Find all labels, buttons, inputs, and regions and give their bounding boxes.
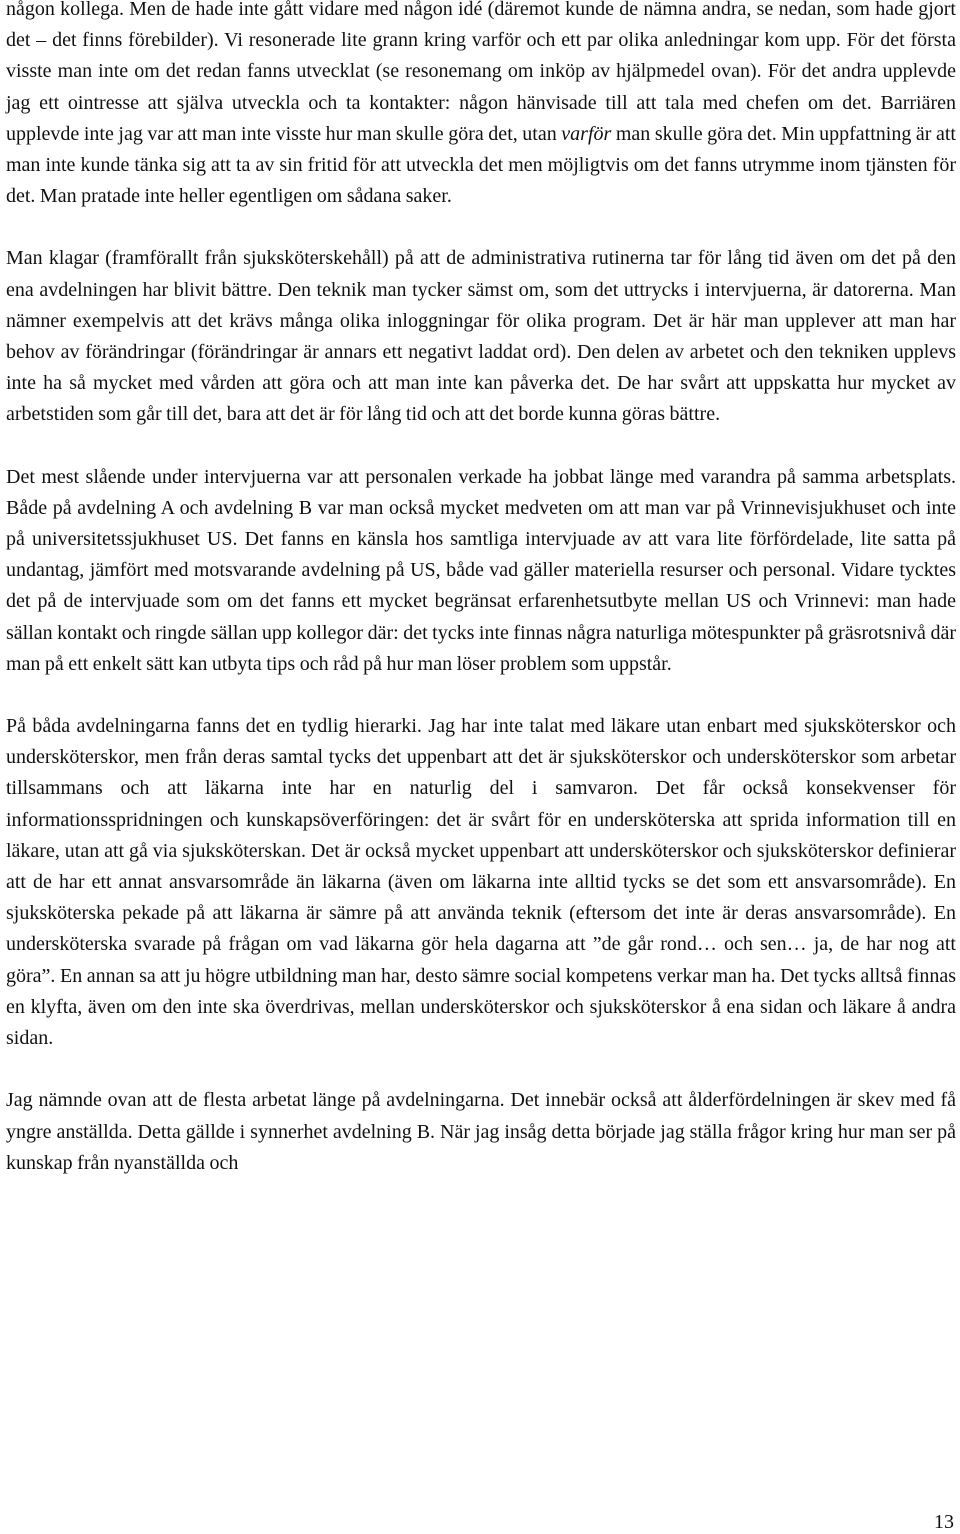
paragraph-1-text-start: någon kollega. Men de hade inte gått vidare med någon idé (däremot kunde de nämna andra, se nedan, som hade gjort det – det finns förebilder). Vi resonerade lite grann kring varför och ett par olika anledningar kom upp. För det första visste man inte om det redan fanns utvecklat (se resonemang om inköp av hjälpmedel ovan). För det andra upplevde jag ett ointresse att själva utveckla och ta kontakter: någon hänvisade till att tala med chefen om det. Barriären upplevde inte jag var att man inte visste hur man skulle göra det, utan	[6, 0, 956, 145]
paragraph-4: På båda avdelningarna fanns det en tydlig hierarki. Jag har inte talat med läkare utan enbart med sjuksköterskor och undersköterskor, men från deras samtal tycks det uppenbart att det är sjuksköterskor och undersköterskor som arbetar tillsammans och att läkarna inte har en naturlig del i samvaron. Det får också konsekvenser för informationsspridningen och kunskapsöverföringen: det är svårt för en undersköterska att sprida information till en läkare, utan att gå via sjuksköterskan. Det är också mycket uppenbart att undersköterskor och sjuksköterskor definierar att de har ett annat ansvarsområde än läkarna (även om läkarna inte alltid tycks se det som ett ansvarsområde). En sjuksköterska pekade på att läkarna är sämre på att använda teknik (eftersom det inte är deras ansvarsområde). En undersköterska svarade på frågan om vad läkarna gör hela dagarna att ”de går rond… och sen… ja, de har nog att göra”. En annan sa att ju högre utbildning man har, desto sämre social kompetens verkar man ha. Det tycks alltså finnas en klyfta, även om den inte ska överdrivas, mellan undersköterskor och sjuksköterskor å ena sidan och läkare å andra sidan.	[6, 715, 956, 1050]
paragraph-3: Det mest slående under intervjuerna var att personalen verkade ha jobbat länge med varandra på samma arbetsplats. Både på avdelning A och avdelning B var man också mycket medveten om att man var på Vrinnevisjukhuset och inte på universitetssjukhuset US. Det fanns en känsla hos samtliga intervjuade av att vara lite förfördelade, lite satta på undantag, jämfört med motsvarande avdelning på US, både vad gäller materiella resurser och personal. Vidare tycktes det på de intervjuade som om det fanns ett mycket begränsat erfarenhetsutbyte mellan US och Vrinnevi: man hade sällan kontakt och ringde sällan upp kollegor där: det tycks inte finnas några naturliga mötespunkter på gräsrotsnivå där man på ett enkelt sätt kan utbyta tips och råd på hur man löser problem som uppstår.	[6, 465, 956, 675]
emphasis-varfor: varför	[561, 122, 612, 145]
paragraph-2: Man klagar (framförallt från sjuksköterskehåll) på att de administrativa rutinerna tar för lång tid även om det på den ena avdelningen har blivit bättre. Den teknik man tycker sämst om, som det uttrycks i intervjuerna, är datorerna. Man nämner exempelvis att det krävs många olika inloggningar för olika program. Det är här man upplever att man har behov av förändringar (förändringar är annars ett negativt laddat ord). Den delen av arbetet och den tekniken upplevs inte ha så mycket med vården att göra och att man inte kan påverka det. De har svårt att uppskatta hur mycket av arbetstiden som går till det, bara att det är för lång tid och att det borde kunna göras bättre.	[6, 247, 956, 426]
body-text	[6, 0, 956, 1179]
page-number: 13	[934, 1511, 954, 1533]
paragraph-1-text-end: man skulle göra det. Min uppfattning är att man inte kunde tänka sig att ta av sin fritid för att utveckla det men möjligtvis om det fanns utrymme inom tjänsten för det. Man pratade inte heller egentligen om sådana saker.	[6, 122, 956, 208]
paragraph-1	[6, 0, 956, 212]
paragraph-5: Jag nämnde ovan att de flesta arbetat länge på avdelningarna. Det innebär också att ålderfördelningen är skev med få yngre anställda. Detta gällde i synnerhet avdelning B. När jag insåg detta började jag ställa frågor kring hur man ser på kunskap från nyanställda och	[6, 1089, 956, 1174]
